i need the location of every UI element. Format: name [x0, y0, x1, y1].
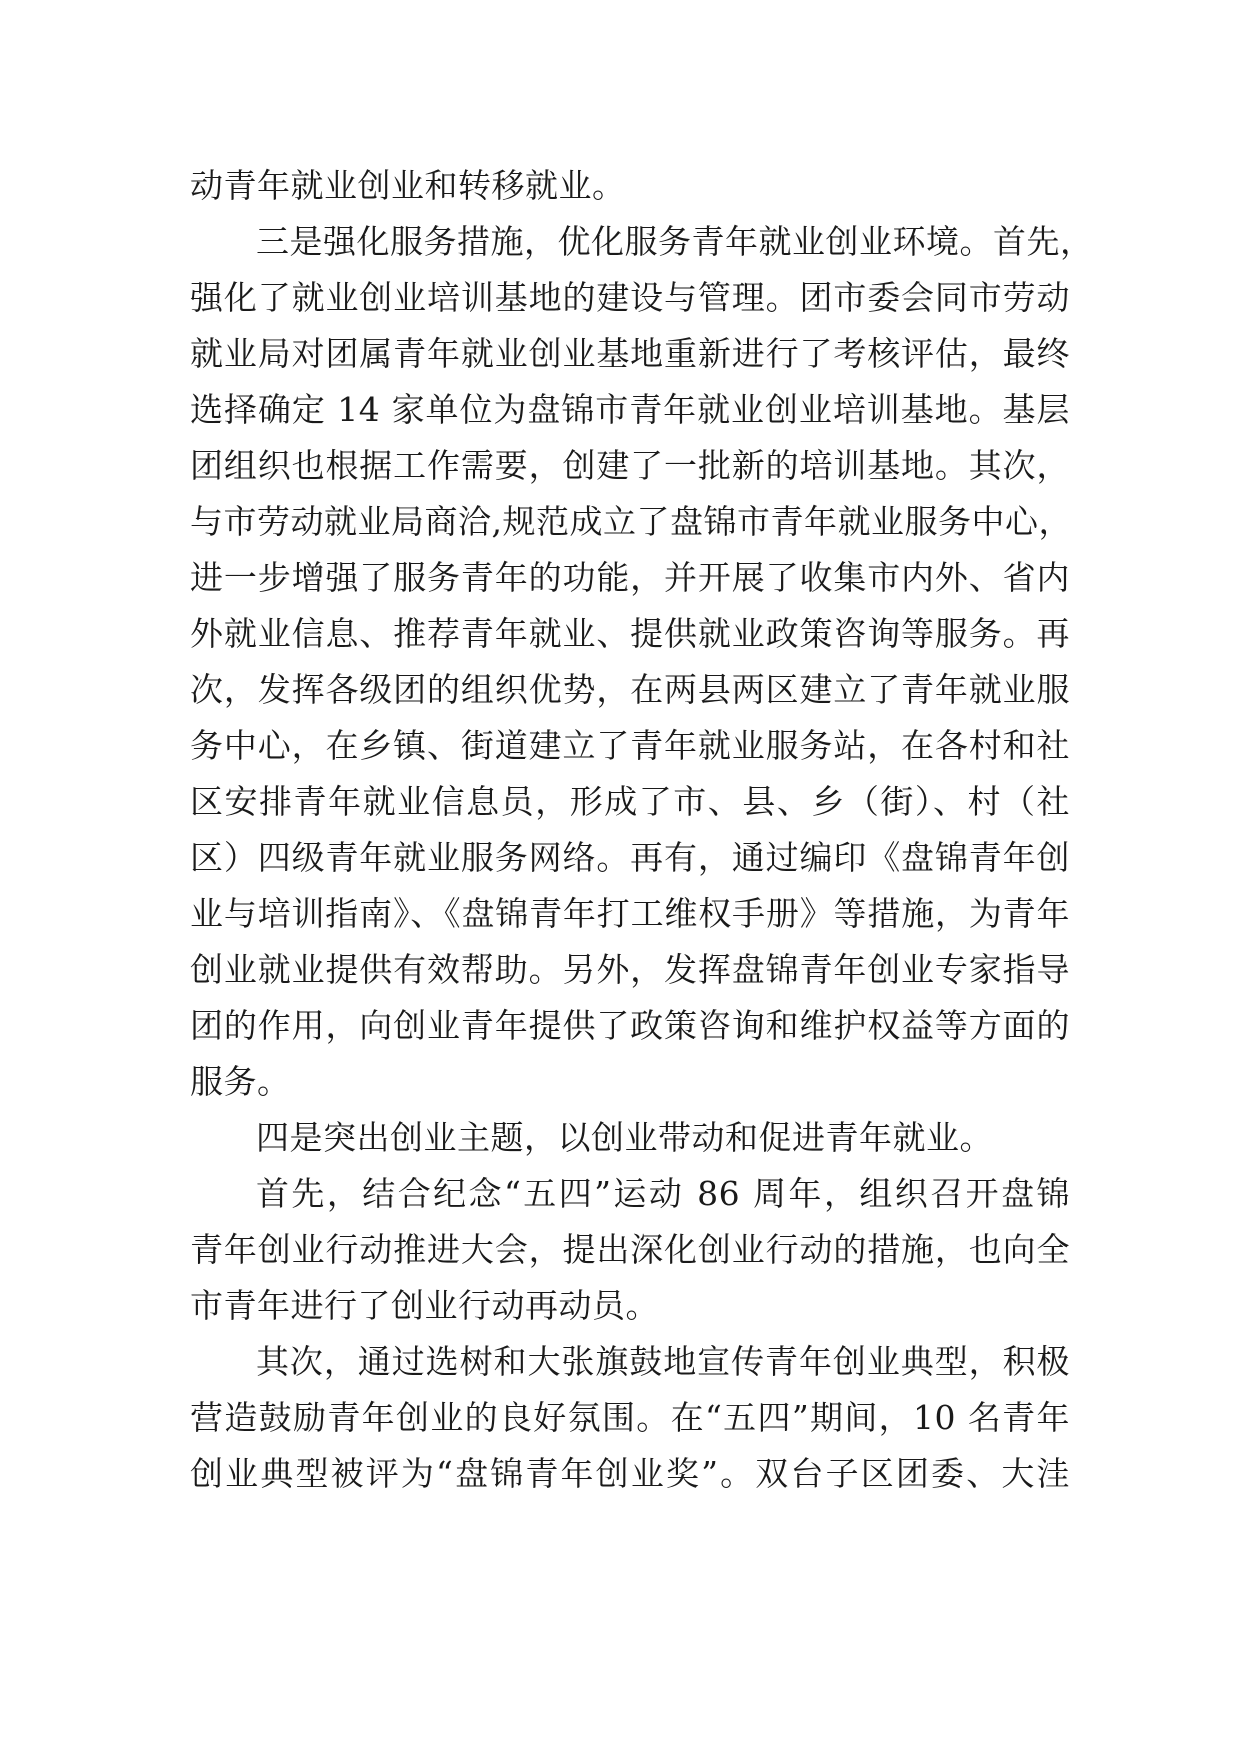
paragraph-first-line: 三是强化服务措施，优化服务青年就业创业环境。首先，	[256, 222, 1094, 261]
text-line: 选择确定 14 家单位为盘锦市青年就业创业培训基地。基层	[190, 390, 1070, 429]
paragraph-first-line: 首先，结合纪念“五四”运动 86 周年，组织召开盘锦	[256, 1174, 1070, 1213]
text-line: 团的作用，向创业青年提供了政策咨询和维护权益等方面的	[190, 1006, 1070, 1045]
text-line: 强化了就业创业培训基地的建设与管理。团市委会同市劳动	[190, 278, 1070, 317]
text-line: 次，发挥各级团的组织优势，在两县两区建立了青年就业服	[190, 670, 1070, 709]
text-line: 团组织也根据工作需要，创建了一批新的培训基地。其次，	[190, 446, 1070, 485]
text-line: 服务。	[190, 1062, 291, 1101]
text-line: 区安排青年就业信息员，形成了市、县、乡（街）、村（社	[190, 782, 1070, 821]
text-line: 业与培训指南》、《盘锦青年打工维权手册》等措施，为青年	[190, 894, 1070, 933]
text-line: 就业局对团属青年就业创业基地重新进行了考核评估，最终	[190, 334, 1070, 373]
paragraph-first-line: 四是突出创业主题，以创业带动和促进青年就业。	[256, 1118, 993, 1157]
text-line: 市青年进行了创业行动再动员。	[190, 1286, 659, 1325]
text-line: 创业典型被评为“盘锦青年创业奖”。双台子区团委、大洼	[190, 1454, 1070, 1493]
text-line: 与市劳动就业局商洽,规范成立了盘锦市青年就业服务中心，	[190, 502, 1072, 541]
text-line: 区）四级青年就业服务网络。再有，通过编印《盘锦青年创	[190, 838, 1070, 877]
text-line: 营造鼓励青年创业的良好氛围。在“五四”期间，10 名青年	[190, 1398, 1070, 1437]
text-line: 青年创业行动推进大会，提出深化创业行动的措施，也向全	[190, 1230, 1070, 1269]
text-line: 进一步增强了服务青年的功能，并开展了收集市内外、省内	[190, 558, 1070, 597]
paragraph-first-line: 其次，通过选树和大张旗鼓地宣传青年创业典型，积极	[256, 1342, 1070, 1381]
text-line: 创业就业提供有效帮助。另外，发挥盘锦青年创业专家指导	[190, 950, 1070, 989]
text-line: 外就业信息、推荐青年就业、提供就业政策咨询等服务。再	[190, 614, 1070, 653]
text-line: 动青年就业创业和转移就业。	[190, 166, 626, 205]
document-body	[190, 158, 1094, 1502]
text-line: 务中心，在乡镇、街道建立了青年就业服务站，在各村和社	[190, 726, 1070, 765]
